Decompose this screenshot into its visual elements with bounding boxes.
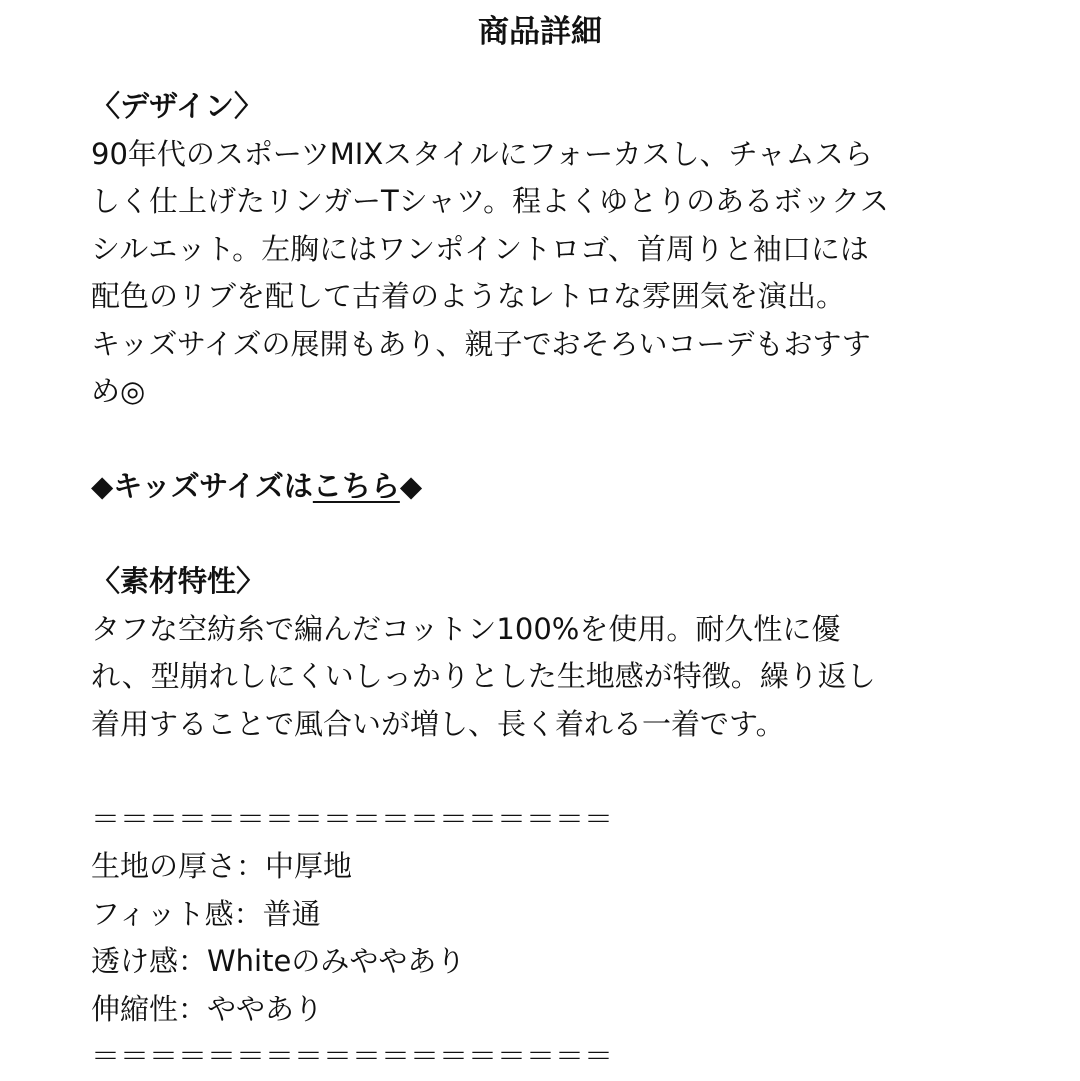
design-text-line: しく仕上げたリンガーTシャツ。程よくゆとりのあるボックス: [91, 184, 889, 218]
product-description: [91, 83, 1021, 1081]
spec-row-transparency: 透け感：Whiteのみややあり: [91, 944, 466, 978]
material-text-line: タフな空紡糸で編んだコットン100%を使用。耐久性に優: [91, 611, 841, 646]
design-text-line: キッズサイズの展開もあり、親子でおそろいコーデもおすす: [91, 326, 871, 361]
spec-row-fit: フィット感：普通: [91, 896, 321, 931]
design-text-line: 90年代のスポーツMIXスタイルにフォーカスし、チャムスら: [91, 136, 873, 171]
kids-size-suffix: ◆: [399, 469, 423, 503]
kids-size-notice: [91, 463, 1021, 511]
spacer: [91, 416, 1021, 464]
design-text-line: 配色のリブを配して古着のようなレトロな雰囲気を演出。: [91, 279, 846, 313]
design-heading: 〈デザイン〉: [91, 89, 263, 123]
spec-divider-bottom: ＝＝＝＝＝＝＝＝＝＝＝＝＝＝＝＝＝＝: [91, 1039, 614, 1073]
material-text-line: れ、型崩れしにくいしっかりとした生地感が特徴。繰り返し: [91, 659, 876, 693]
kids-size-prefix: ◆キッズサイズは: [91, 469, 313, 503]
spec-row-stretch: 伸縮性：ややあり: [91, 991, 324, 1026]
design-text-line: め◎: [91, 374, 146, 408]
spec-divider-top: ＝＝＝＝＝＝＝＝＝＝＝＝＝＝＝＝＝＝: [91, 801, 614, 836]
material-heading: 〈素材特性〉: [91, 564, 266, 598]
kids-size-link[interactable]: こちら: [312, 469, 400, 503]
material-text-line: 着用することで風合いが増し、長く着れる一着です。: [91, 706, 785, 741]
spacer: [91, 511, 1021, 559]
spacer: [91, 748, 1021, 796]
design-text-line: シルエット。左胸にはワンポイントロゴ、首周りと袖口には: [91, 231, 869, 266]
page-title: 商品詳細: [478, 14, 602, 50]
spec-row-thickness: 生地の厚さ：中厚地: [91, 849, 353, 883]
